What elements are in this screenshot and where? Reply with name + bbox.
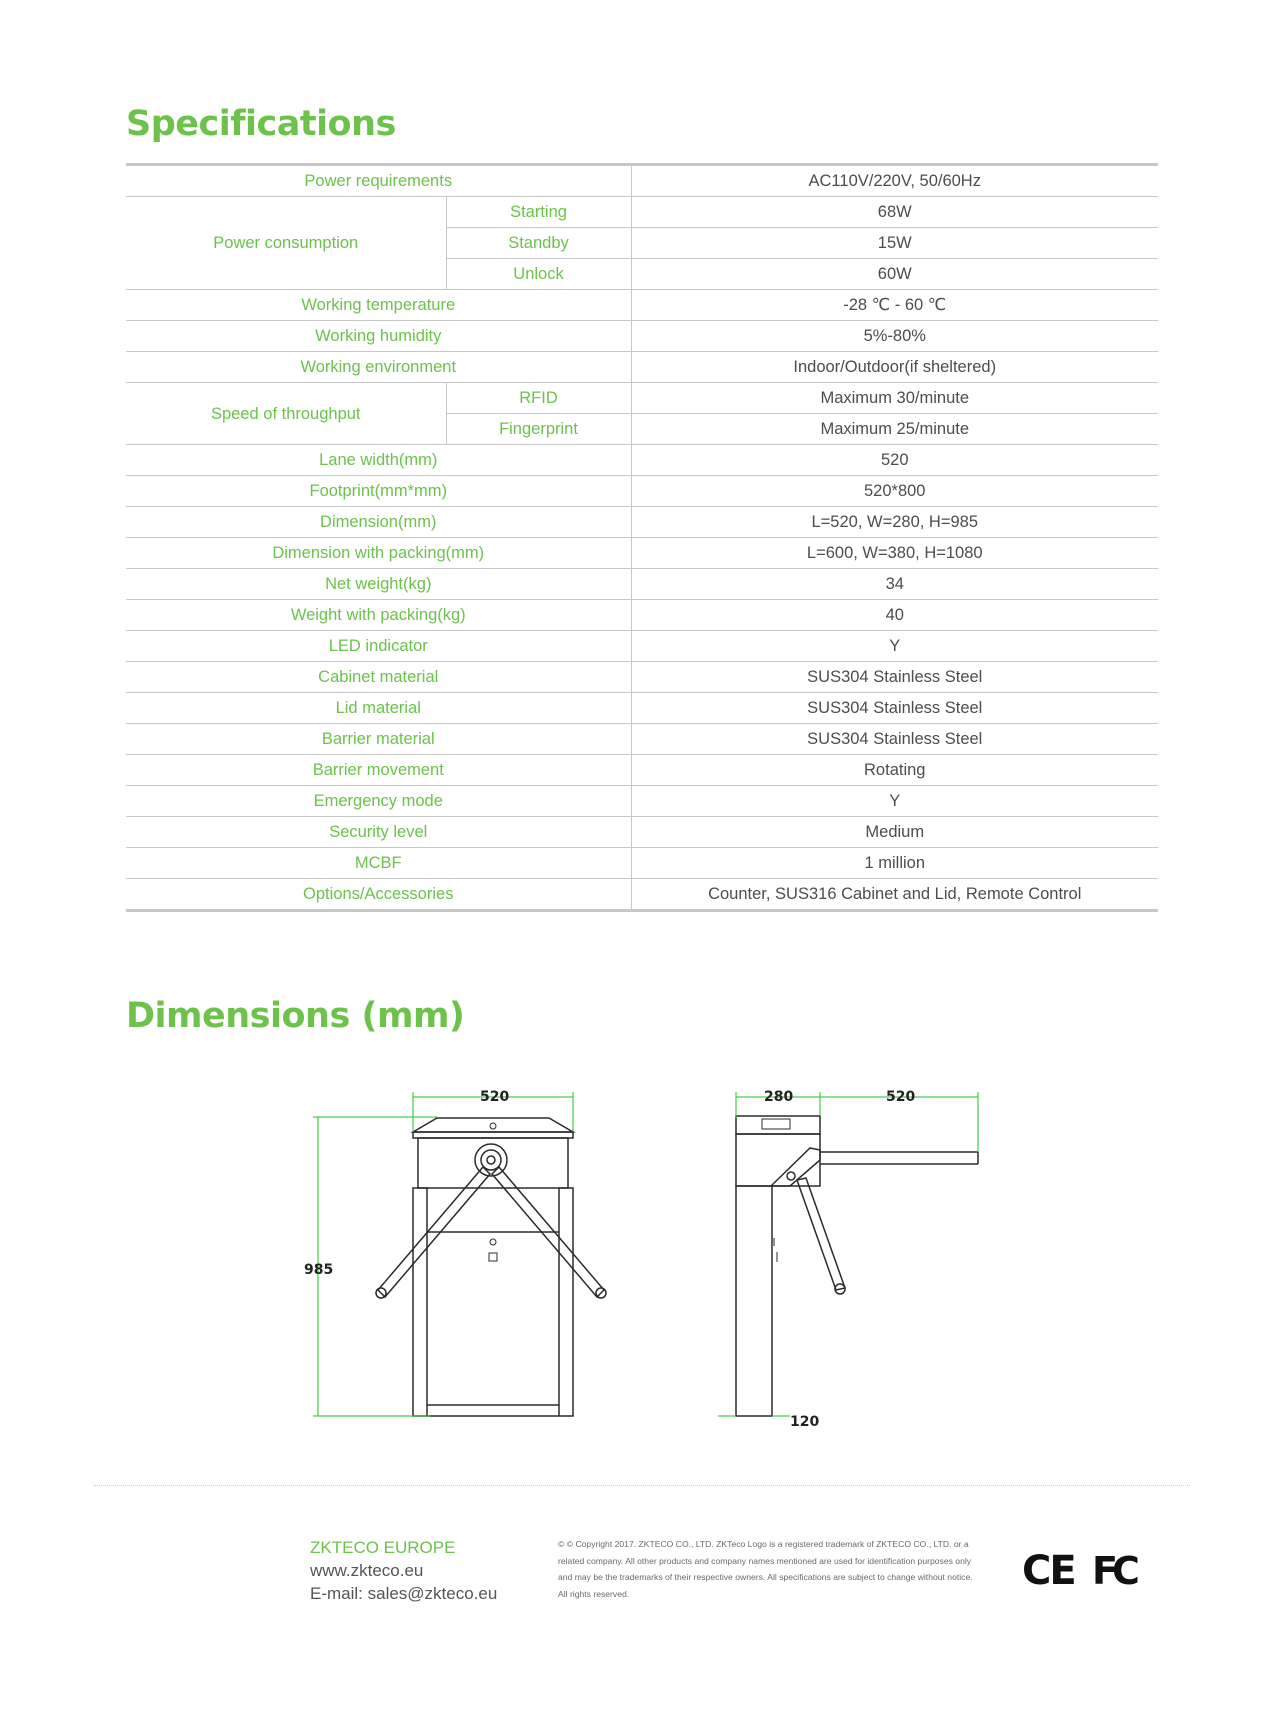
company-name: ZKTECO EUROPE <box>310 1538 456 1557</box>
spec-value: 520*800 <box>631 476 1158 507</box>
spec-value: SUS304 Stainless Steel <box>631 724 1158 755</box>
spec-value: 34 <box>631 569 1158 600</box>
side-dimension-lines <box>718 1092 978 1416</box>
spec-label: Lane width(mm) <box>126 445 631 476</box>
fcc-mark-icon: FC <box>1092 1549 1134 1592</box>
spec-sub-label: Fingerprint <box>446 414 631 445</box>
side-arm-label: 520 <box>886 1089 916 1105</box>
spec-group-label: Speed of throughput <box>126 383 446 445</box>
spec-label: LED indicator <box>126 631 631 662</box>
spec-label: Barrier movement <box>126 755 631 786</box>
spec-sub-label: RFID <box>446 383 631 414</box>
spec-label: Working environment <box>126 352 631 383</box>
spec-label: Dimension(mm) <box>126 507 631 538</box>
spec-label: Security level <box>126 817 631 848</box>
spec-group-label: Power consumption <box>126 197 446 290</box>
dimensions-title: Dimensions (mm) <box>126 996 465 1036</box>
spec-value: Rotating <box>631 755 1158 786</box>
spec-value: 15W <box>631 228 1158 259</box>
side-base-label: 120 <box>790 1414 820 1430</box>
spec-label: Emergency mode <box>126 786 631 817</box>
spec-label: Barrier material <box>126 724 631 755</box>
spec-label: Dimension with packing(mm) <box>126 538 631 569</box>
spec-label: Net weight(kg) <box>126 569 631 600</box>
specifications-title: Specifications <box>126 104 396 144</box>
spec-value: L=600, W=380, H=1080 <box>631 538 1158 569</box>
side-depth-label: 280 <box>764 1089 794 1105</box>
copyright-notice: © © Copyright 2017. ZKTECO CO., LTD. ZKTeco Logo is a registered trademark of ZKTECO CO., LTD. or a related company. All other products and company names mentioned are used for identification purposes only and may be the trademarks of their respective owners. All specifications are subject to change without notice. All rights reserved. <box>558 1539 973 1599</box>
spec-label: Power requirements <box>126 165 631 197</box>
spec-value: SUS304 Stainless Steel <box>631 662 1158 693</box>
company-info <box>310 1536 497 1605</box>
spec-value: L=520, W=280, H=985 <box>631 507 1158 538</box>
front-height-label: 985 <box>304 1262 334 1278</box>
spec-value: Maximum 30/minute <box>631 383 1158 414</box>
front-width-label: 520 <box>480 1089 510 1105</box>
spec-value: SUS304 Stainless Steel <box>631 693 1158 724</box>
spec-sub-label: Starting <box>446 197 631 228</box>
spec-label: MCBF <box>126 848 631 879</box>
spec-value: 5%-80% <box>631 321 1158 352</box>
spec-label: Working temperature <box>126 290 631 321</box>
company-email[interactable]: E-mail: sales@zkteco.eu <box>310 1584 498 1603</box>
spec-value: -28 ℃ - 60 ℃ <box>631 290 1158 321</box>
spec-value: Y <box>631 631 1158 662</box>
spec-value: Y <box>631 786 1158 817</box>
spec-value: AC110V/220V, 50/60Hz <box>631 165 1158 197</box>
front-view-drawing <box>376 1118 606 1416</box>
spec-label: Weight with packing(kg) <box>126 600 631 631</box>
spec-value: Medium <box>631 817 1158 848</box>
company-website[interactable]: www.zkteco.eu <box>310 1561 424 1580</box>
spec-label: Options/Accessories <box>126 879 631 911</box>
spec-value: 1 million <box>631 848 1158 879</box>
certification-logos <box>1022 1548 1152 1592</box>
spec-label: Working humidity <box>126 321 631 352</box>
spec-sub-label: Unlock <box>446 259 631 290</box>
spec-value: 40 <box>631 600 1158 631</box>
spec-value: 60W <box>631 259 1158 290</box>
side-view-drawing <box>736 1116 978 1416</box>
front-dimension-lines <box>313 1092 573 1416</box>
spec-value: Maximum 25/minute <box>631 414 1158 445</box>
spec-value: 68W <box>631 197 1158 228</box>
spec-value: Indoor/Outdoor(if sheltered) <box>631 352 1158 383</box>
spec-label: Lid material <box>126 693 631 724</box>
spec-value: 520 <box>631 445 1158 476</box>
spec-label: Footprint(mm*mm) <box>126 476 631 507</box>
spec-value: Counter, SUS316 Cabinet and Lid, Remote Control <box>708 885 1082 903</box>
spec-sub-label: Standby <box>446 228 631 259</box>
spec-label: Cabinet material <box>126 662 631 693</box>
ce-mark-icon: CE <box>1022 1548 1075 1592</box>
footer-divider <box>94 1485 1190 1486</box>
